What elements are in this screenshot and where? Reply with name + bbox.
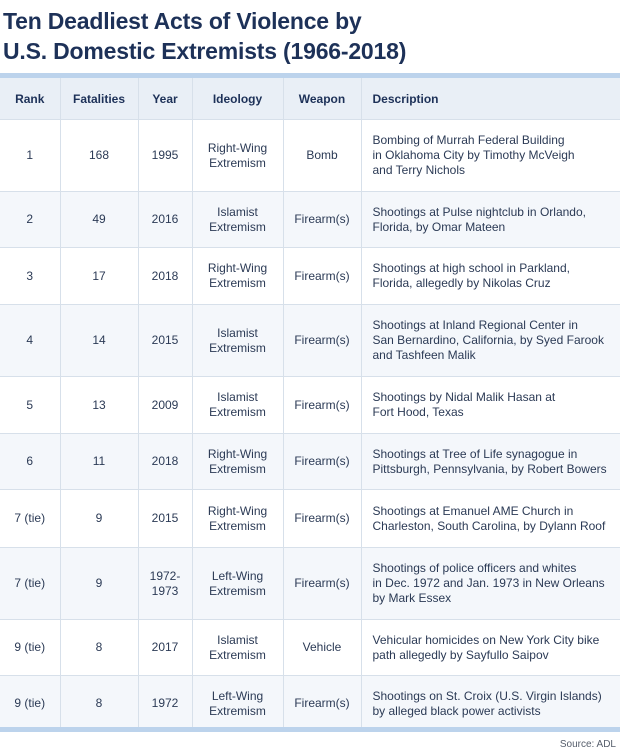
- rank-cell: [0, 548, 60, 620]
- weapon-cell: [283, 676, 361, 732]
- weapon-cell-line: Bomb: [306, 148, 338, 162]
- description-cell-line: by Mark Essex: [372, 591, 452, 605]
- description-cell-line: Charleston, South Carolina, by Dylann Roof: [372, 518, 606, 533]
- ideology-cell: [192, 434, 283, 490]
- table-row: [0, 434, 620, 490]
- fatalities-cell: [60, 434, 138, 490]
- weapon-cell-line: Firearm(s): [294, 454, 350, 468]
- year-cell-line: 1972-: [149, 568, 181, 583]
- year-cell-line: 1995: [151, 148, 179, 162]
- rank-cell-line: 2: [26, 212, 34, 226]
- weapon-cell-line: Vehicle: [302, 640, 342, 654]
- ideology-cell-line: Extremism: [209, 518, 266, 533]
- weapon-cell: [283, 548, 361, 620]
- description-cell-line: and Terry Nichols: [372, 163, 465, 177]
- rank-cell-line: 7 (tie): [14, 576, 46, 590]
- fatalities-cell-line: 49: [92, 212, 106, 226]
- weapon-cell-line: Firearm(s): [294, 576, 350, 590]
- rank-cell-line: 9 (tie): [14, 696, 46, 711]
- ideology-cell-line: Extremism: [209, 276, 266, 290]
- fatalities-cell-line: 17: [92, 268, 106, 283]
- description-cell-line: San Bernardino, California, by Syed Farook: [372, 333, 604, 347]
- fatalities-cell-line: 13: [92, 397, 106, 412]
- extremist-violence-table: [0, 78, 620, 732]
- fatalities-cell: [60, 548, 138, 620]
- rank-cell-line: 9 (tie): [14, 640, 46, 654]
- ideology-cell: [192, 377, 283, 434]
- description-cell: [361, 120, 620, 192]
- description-cell: [361, 676, 620, 732]
- description-cell-line: and Tashfeen Malik: [372, 348, 476, 362]
- year-cell-line: 1973: [151, 583, 179, 598]
- header-description: Description: [361, 78, 620, 120]
- table-row: [0, 620, 620, 676]
- ideology-cell-line: Extremism: [209, 340, 266, 355]
- ideology-cell-line: Left-Wing: [211, 568, 264, 583]
- ideology-cell-line: Extremism: [209, 155, 266, 170]
- rank-cell: [0, 120, 60, 192]
- year-cell: [138, 305, 192, 377]
- ideology-cell-line: Right-Wing: [207, 140, 268, 155]
- ideology-cell: [192, 548, 283, 620]
- ideology-cell: [192, 620, 283, 676]
- rank-cell: [0, 248, 60, 305]
- year-cell-line: 2016: [151, 212, 179, 226]
- ideology-cell: [192, 248, 283, 305]
- header-ideology: Ideology: [192, 78, 283, 120]
- description-cell-line: Bombing of Murrah Federal Building: [372, 133, 565, 147]
- weapon-cell: [283, 248, 361, 305]
- description-cell-line: Shootings of police officers and whites: [372, 561, 577, 575]
- year-cell-line: 2018: [151, 454, 179, 468]
- weapon-cell: [283, 377, 361, 434]
- weapon-cell-line: Firearm(s): [294, 333, 350, 347]
- description-cell-line: Shootings on St. Croix (U.S. Virgin Islands): [372, 688, 602, 703]
- year-cell: [138, 248, 192, 305]
- table-row: [0, 676, 620, 732]
- description-cell-line: Shootings at Emanuel AME Church in: [372, 503, 574, 518]
- ideology-cell: [192, 490, 283, 548]
- table-row: [0, 192, 620, 248]
- ideology-cell-line: Right-Wing: [207, 446, 268, 461]
- weapon-cell-line: Firearm(s): [294, 696, 350, 711]
- ideology-cell-line: Left-Wing: [211, 688, 264, 703]
- title-line-1: Ten Deadliest Acts of Violence by: [3, 8, 362, 34]
- fatalities-cell: [60, 676, 138, 732]
- description-cell-line: by alleged black power activists: [372, 703, 541, 718]
- fatalities-cell-line: 8: [95, 696, 103, 711]
- year-cell-line: 2018: [151, 268, 179, 283]
- year-cell-line: 2015: [151, 511, 179, 525]
- description-cell-line: Shootings at Inland Regional Center in: [372, 318, 578, 332]
- fatalities-cell-line: 168: [88, 148, 110, 162]
- fatalities-cell: [60, 305, 138, 377]
- ideology-cell: [192, 120, 283, 192]
- ideology-cell: [192, 676, 283, 732]
- description-cell: [361, 490, 620, 548]
- description-cell-line: Florida, allegedly by Nikolas Cruz: [372, 276, 551, 290]
- table-row: [0, 548, 620, 620]
- fatalities-cell: [60, 620, 138, 676]
- title-line-2: U.S. Domestic Extremists (1966-2018): [3, 38, 407, 64]
- bottom-accent-bar: [0, 727, 620, 732]
- description-cell: [361, 305, 620, 377]
- year-cell-line: 2009: [151, 397, 179, 412]
- rank-cell: [0, 192, 60, 248]
- description-cell: [361, 377, 620, 434]
- fatalities-cell-line: 9: [95, 511, 103, 525]
- weapon-cell-line: Firearm(s): [294, 397, 350, 412]
- rank-cell-line: 4: [26, 333, 34, 347]
- ideology-cell: [192, 192, 283, 248]
- table-body: [0, 120, 620, 732]
- weapon-cell-line: Firearm(s): [294, 212, 350, 226]
- rank-cell-line: 7 (tie): [14, 511, 46, 525]
- fatalities-cell-line: 11: [92, 454, 106, 468]
- year-cell: [138, 620, 192, 676]
- description-cell-line: Vehicular homicides on New York City bike: [372, 632, 600, 647]
- weapon-cell-line: Firearm(s): [294, 268, 350, 283]
- rank-cell: [0, 377, 60, 434]
- fatalities-cell: [60, 490, 138, 548]
- weapon-cell: [283, 120, 361, 192]
- rank-cell: [0, 620, 60, 676]
- description-cell-line: Shootings by Nidal Malik Hasan at: [372, 390, 556, 404]
- weapon-cell: [283, 305, 361, 377]
- table-row: [0, 490, 620, 548]
- rank-cell: [0, 676, 60, 732]
- rank-cell-line: 1: [26, 148, 34, 162]
- header-fatalities: Fatalities: [60, 78, 138, 120]
- description-cell-line: Pittsburgh, Pennsylvania, by Robert Bowers: [372, 461, 607, 476]
- description-cell-line: Shootings at Tree of Life synagogue in: [372, 446, 578, 461]
- table-row: [0, 305, 620, 377]
- fatalities-cell: [60, 120, 138, 192]
- rank-cell: [0, 434, 60, 490]
- weapon-cell: [283, 620, 361, 676]
- rank-cell-line: 6: [26, 454, 34, 468]
- ideology-cell: [192, 305, 283, 377]
- table-header-row: [0, 78, 620, 120]
- ideology-cell-line: Islamist: [217, 390, 258, 404]
- description-cell-line: in Dec. 1972 and Jan. 1973 in New Orleans: [372, 576, 605, 590]
- ideology-cell-line: Extremism: [209, 405, 266, 419]
- weapon-cell: [283, 192, 361, 248]
- year-cell: [138, 548, 192, 620]
- ideology-cell-line: Extremism: [209, 703, 266, 718]
- fatalities-cell-line: 8: [95, 640, 103, 654]
- fatalities-cell: [60, 248, 138, 305]
- rank-cell-line: 5: [26, 397, 34, 412]
- description-cell-line: path allegedly by Sayfullo Saipov: [372, 647, 549, 662]
- fatalities-cell-line: 9: [95, 576, 103, 590]
- description-cell: [361, 248, 620, 305]
- description-cell-line: Shootings at high school in Parkland,: [372, 261, 570, 275]
- weapon-cell: [283, 434, 361, 490]
- table-row: [0, 377, 620, 434]
- table-row: [0, 120, 620, 192]
- ideology-cell-line: Extremism: [209, 647, 266, 662]
- ideology-cell-line: Extremism: [209, 461, 266, 476]
- source-note: Source: ADL: [559, 739, 616, 750]
- year-cell: [138, 192, 192, 248]
- year-cell: [138, 120, 192, 192]
- fatalities-cell: [60, 192, 138, 248]
- description-cell: [361, 620, 620, 676]
- year-cell-line: 1972: [151, 696, 179, 711]
- ideology-cell-line: Right-Wing: [207, 503, 268, 518]
- year-cell: [138, 676, 192, 732]
- ideology-cell-line: Islamist: [217, 632, 258, 647]
- weapon-cell: [283, 490, 361, 548]
- description-cell: [361, 548, 620, 620]
- rank-cell-line: 3: [26, 268, 34, 283]
- year-cell-line: 2015: [151, 333, 179, 347]
- rank-cell: [0, 305, 60, 377]
- ideology-cell-line: Islamist: [217, 325, 258, 340]
- weapon-cell-line: Firearm(s): [294, 511, 350, 525]
- year-cell: [138, 434, 192, 490]
- header-year: Year: [138, 78, 192, 120]
- ideology-cell-line: Right-Wing: [207, 261, 268, 275]
- fatalities-cell: [60, 377, 138, 434]
- description-cell-line: Shootings at Pulse nightclub in Orlando,: [372, 204, 586, 219]
- header-rank: Rank: [0, 78, 60, 120]
- ideology-cell-line: Extremism: [209, 583, 266, 598]
- description-cell-line: in Oklahoma City by Timothy McVeigh: [372, 148, 575, 162]
- rank-cell: [0, 490, 60, 548]
- description-cell-line: Fort Hood, Texas: [372, 405, 464, 419]
- year-cell: [138, 490, 192, 548]
- header-weapon: Weapon: [283, 78, 361, 120]
- ideology-cell-line: Islamist: [217, 204, 258, 219]
- fatalities-cell-line: 14: [92, 333, 106, 347]
- year-cell: [138, 377, 192, 434]
- description-cell: [361, 434, 620, 490]
- description-cell: [361, 192, 620, 248]
- year-cell-line: 2017: [151, 640, 179, 654]
- table-row: [0, 248, 620, 305]
- ideology-cell-line: Extremism: [209, 219, 266, 234]
- description-cell-line: Florida, by Omar Mateen: [372, 219, 506, 234]
- page-title: [3, 6, 406, 66]
